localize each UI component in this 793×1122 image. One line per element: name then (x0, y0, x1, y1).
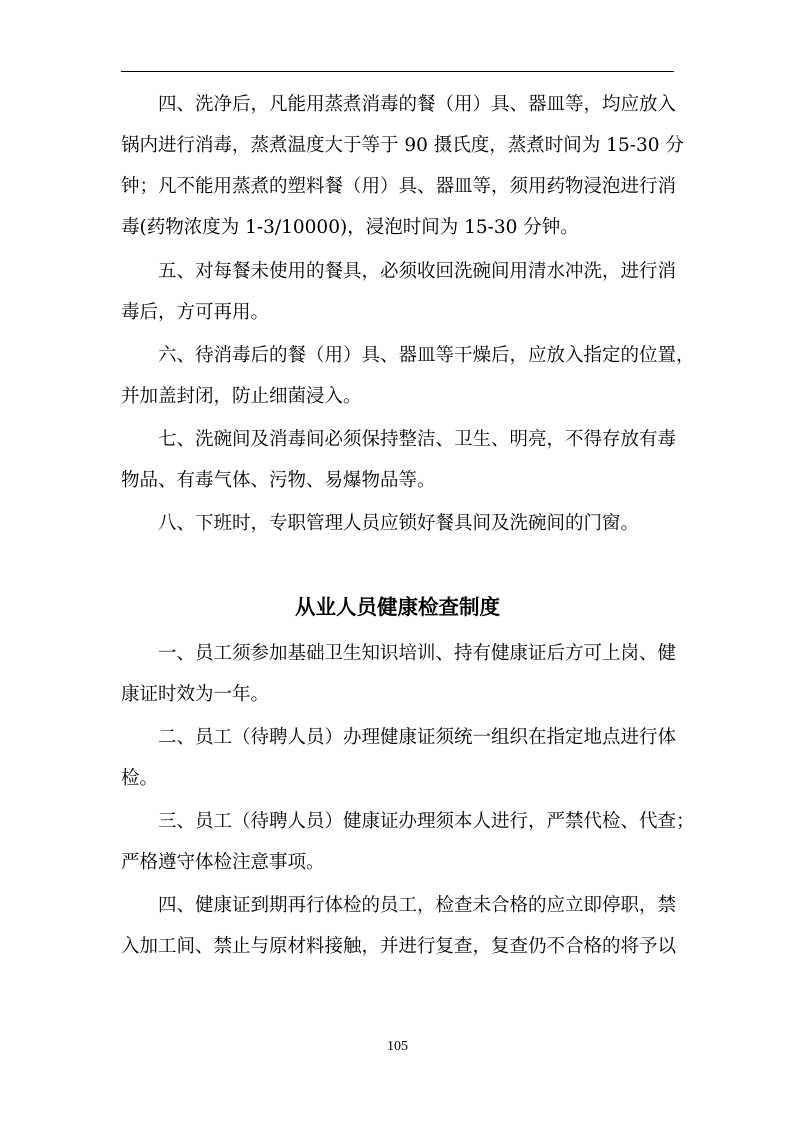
text-line: 四、洗净后，凡能用蒸煮消毒的餐（用）具、器皿等，均应放入 (158, 94, 677, 115)
text-line: 七、洗碗间及消毒间必须保持整洁、卫生、明亮，不得存放有毒 (158, 429, 677, 450)
text-line: 严格遵守体检注意事项。 (121, 852, 325, 873)
text-line: 六、待消毒后的餐（用）具、器皿等干燥后，应放入指定的位置， (158, 345, 695, 366)
section-title: 从业人员健康检查制度 (295, 595, 500, 619)
text-line: 一、员工须参加基础卫生知识培训、持有健康证后方可上岗、健 (158, 643, 677, 664)
text-line: 检。 (121, 768, 159, 789)
text-line: 三、员工（待聘人员）健康证办理须本人进行，严禁代检、代查； (158, 811, 695, 832)
text-line: 物品、有毒气体、污物、易爆物品等。 (121, 470, 436, 491)
text-line: 康证时效为一年。 (121, 684, 270, 705)
text-line: 并加盖封闭，防止细菌浸入。 (121, 386, 362, 407)
page-number: 105 (387, 1039, 408, 1054)
text-line: 八、下班时，专职管理人员应锁好餐具间及洗碗间的门窗。 (158, 513, 640, 534)
text-line: 钟；凡不能用蒸煮的塑料餐（用）具、器皿等，须用药物浸泡进行消 (121, 176, 677, 197)
text-line: 四、健康证到期再行体检的员工，检查未合格的应立即停职，禁 (158, 895, 677, 916)
text-line: 毒后，方可再用。 (121, 302, 270, 323)
text-line: 锅内进行消毒，蒸煮温度大于等于 90 摄氏度，蒸煮时间为 15-30 分 (121, 135, 684, 156)
text-line: 二、员工（待聘人员）办理健康证须统一组织在指定地点进行体 (158, 727, 677, 748)
header-rule (121, 71, 674, 72)
text-line: 入加工间、禁止与原材料接触，并进行复查，复查仍不合格的将予以 (121, 936, 677, 957)
text-line: 毒(药物浓度为 1-3/10000)，浸泡时间为 15-30 分钟。 (121, 217, 579, 238)
text-line: 五、对每餐未使用的餐具，必须收回洗碗间用清水冲洗，进行消 (158, 261, 677, 282)
